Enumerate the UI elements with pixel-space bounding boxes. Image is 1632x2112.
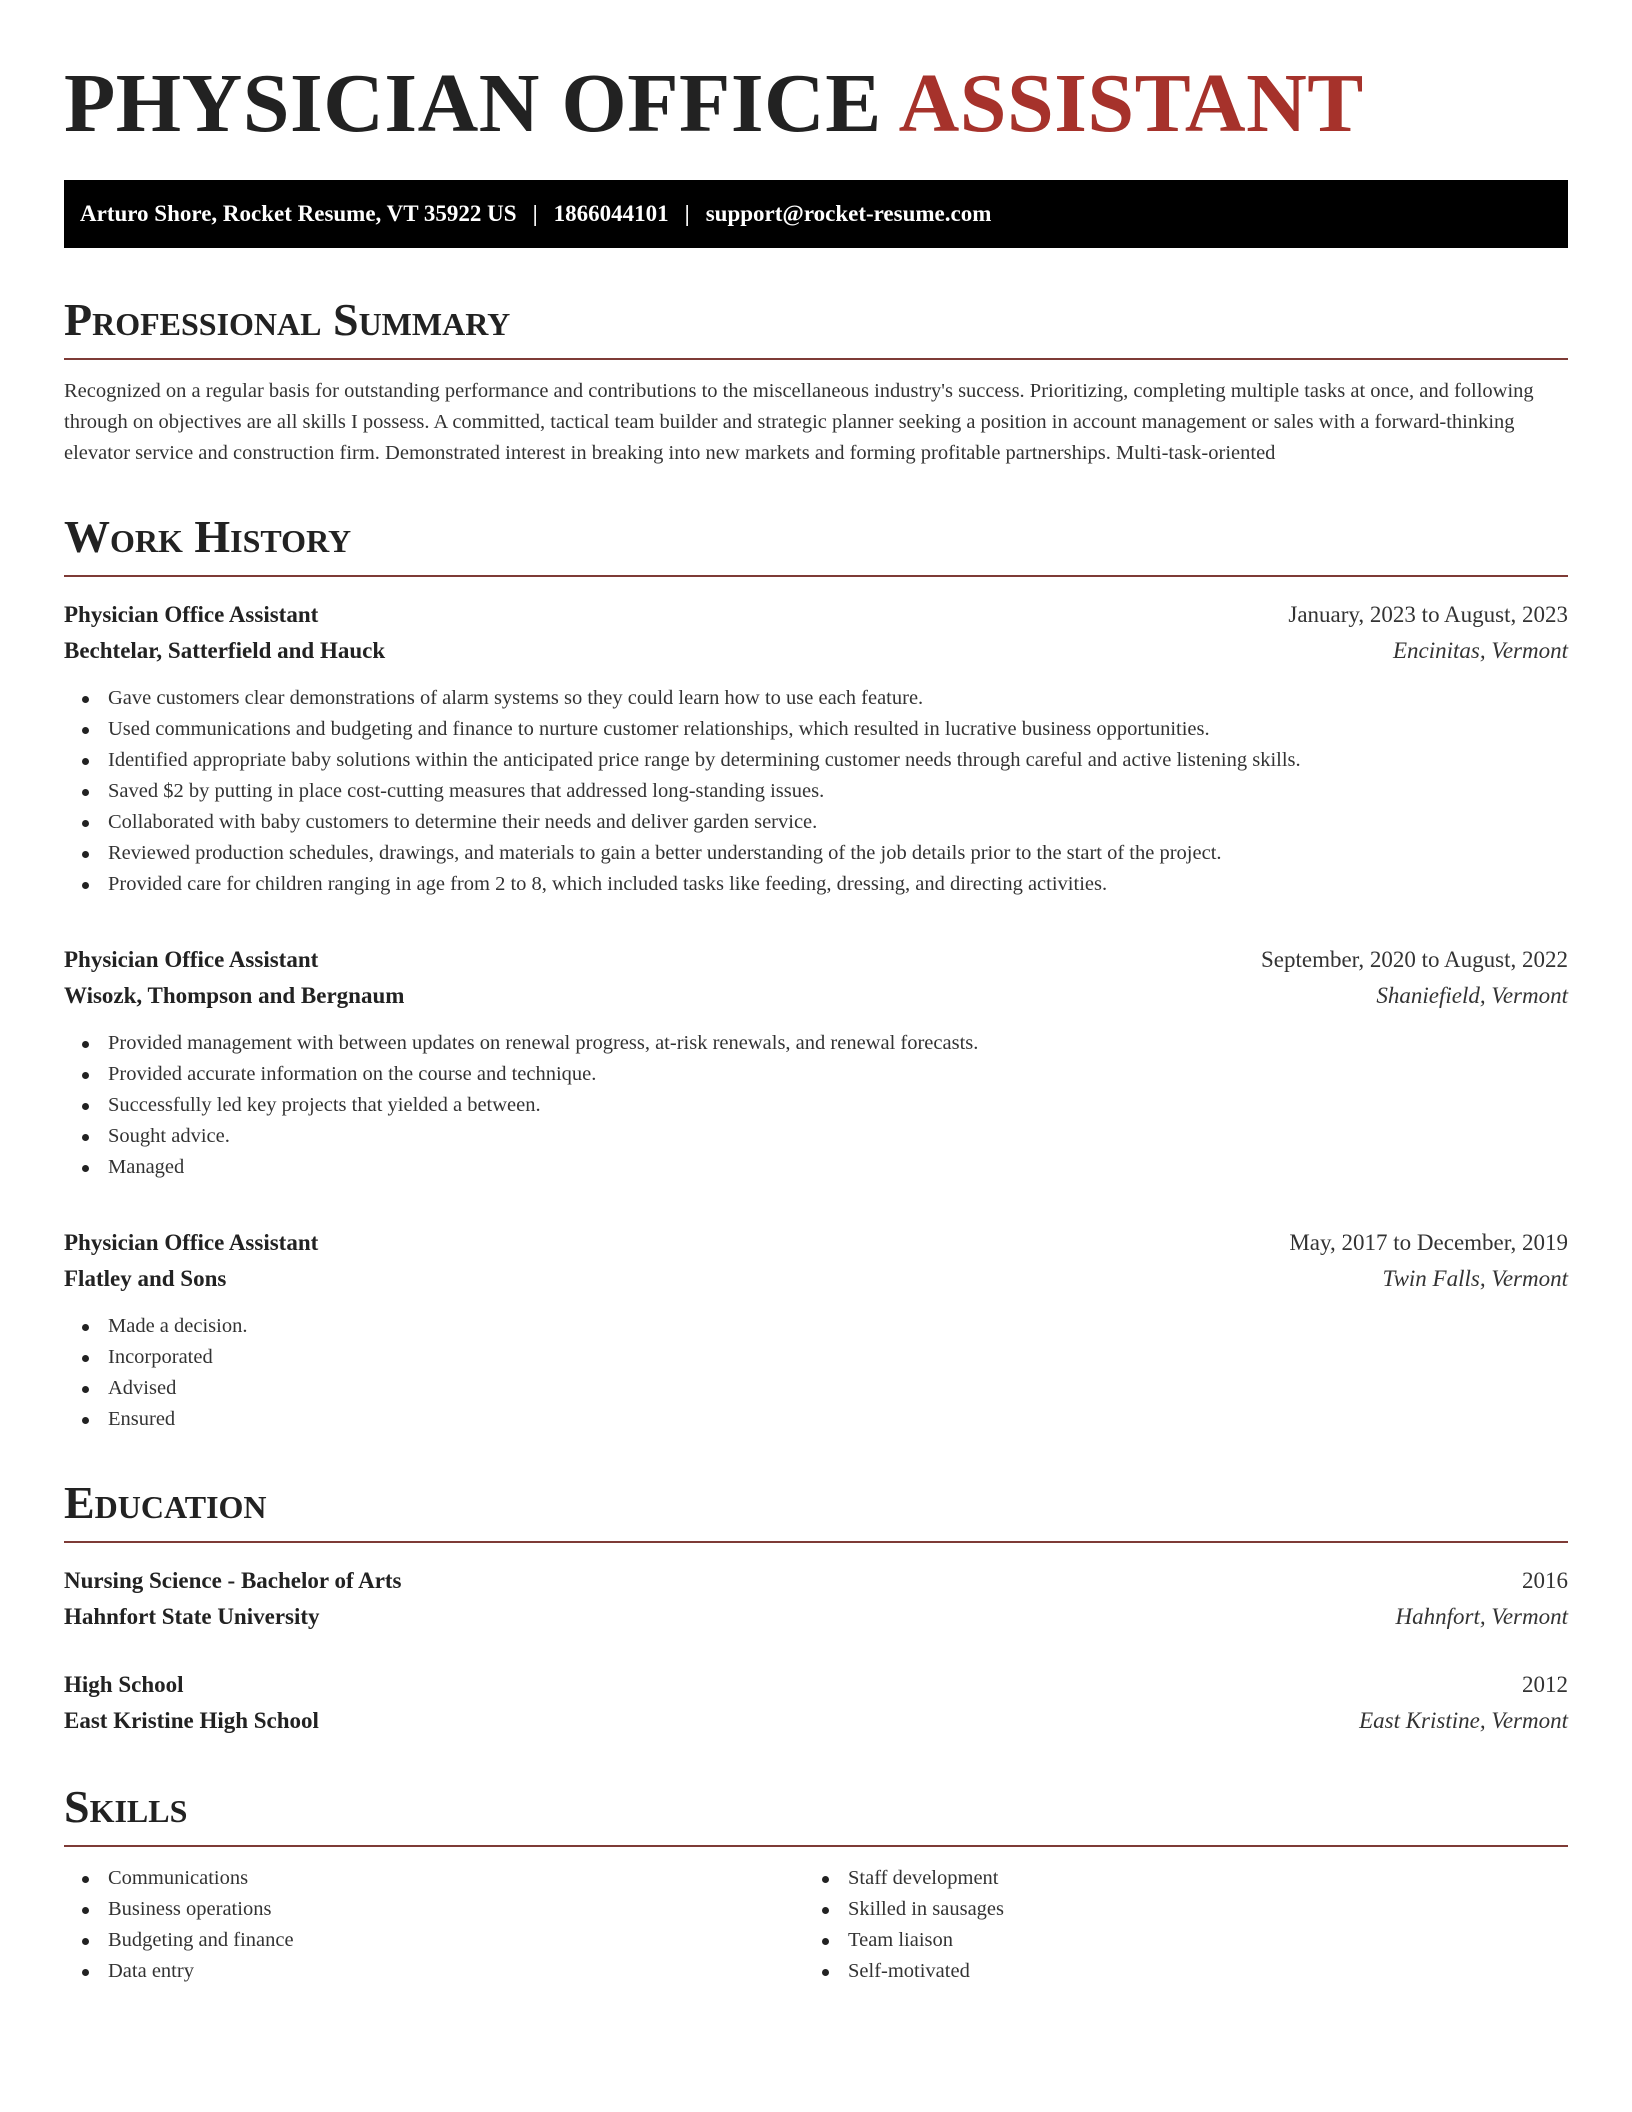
- job-duty: Ensured: [64, 1404, 1568, 1435]
- education-entry: [64, 1563, 1568, 1635]
- education-location: East Kristine, Vermont: [1359, 1708, 1568, 1733]
- contact-separator: |: [532, 201, 538, 226]
- job-duty: Reviewed production schedules, drawings, and materials to gain a better understanding of the job details prior to the start of the project.: [64, 838, 1568, 869]
- education-school: East Kristine High School: [64, 1708, 319, 1733]
- job-duty: Used communications and budgeting and finance to nurture customer relationships, which resulted in lucrative business opportunities.: [64, 714, 1568, 745]
- job-location: Twin Falls, Vermont: [1382, 1266, 1568, 1291]
- education-degree: Nursing Science - Bachelor of Arts: [64, 1568, 402, 1593]
- job-title: Physician Office Assistant: [64, 947, 319, 972]
- work-history-heading: Work History: [64, 509, 1568, 577]
- contact-address: Arturo Shore, Rocket Resume, VT 35922 US: [80, 201, 517, 226]
- skills-grid: [64, 1863, 1568, 1987]
- job-title: Physician Office Assistant: [64, 1230, 319, 1255]
- summary-heading: Professional Summary: [64, 292, 1568, 360]
- job-duties-list: [64, 683, 1568, 900]
- job-entry: [64, 597, 1568, 900]
- job-duty: Sought advice.: [64, 1121, 1568, 1152]
- skill-item: Communications: [64, 1863, 804, 1894]
- summary-section: [64, 292, 1568, 469]
- skill-item: Business operations: [64, 1894, 804, 1925]
- skills-list-right: [804, 1863, 1544, 1987]
- education-section: [64, 1475, 1568, 1739]
- job-duty: Saved $2 by putting in place cost-cutting measures that addressed long-standing issues.: [64, 776, 1568, 807]
- education-heading: Education: [64, 1475, 1568, 1543]
- contact-phone: 1866044101: [553, 201, 669, 226]
- job-duty: Advised: [64, 1373, 1568, 1404]
- skill-item: Self-motivated: [804, 1956, 1544, 1987]
- skill-item: Skilled in sausages: [804, 1894, 1544, 1925]
- job-company: Wisozk, Thompson and Bergnaum: [64, 983, 405, 1008]
- work-history-section: [64, 509, 1568, 1435]
- job-duties-list: [64, 1311, 1568, 1435]
- job-duty: Managed: [64, 1152, 1568, 1183]
- resume-title: [64, 0, 1568, 156]
- job-duty: Identified appropriate baby solutions within the anticipated price range by determining customer needs through careful and active listening skills.: [64, 745, 1568, 776]
- contact-email: support@rocket-resume.com: [705, 201, 992, 226]
- job-title: Physician Office Assistant: [64, 602, 319, 627]
- job-location: Encinitas, Vermont: [1392, 638, 1568, 663]
- education-school: Hahnfort State University: [64, 1604, 320, 1629]
- skill-item: Budgeting and finance: [64, 1925, 804, 1956]
- job-entry: [64, 942, 1568, 1183]
- job-duty: Provided management with between updates on renewal progress, at-risk renewals, and renewal forecasts.: [64, 1028, 1568, 1059]
- education-location: Hahnfort, Vermont: [1395, 1604, 1568, 1629]
- job-duty: Gave customers clear demonstrations of alarm systems so they could learn how to use each feature.: [64, 683, 1568, 714]
- summary-text: Recognized on a regular basis for outstanding performance and contributions to the miscellaneous industry's success. Prioritizing, completing multiple tasks at once, and following through on objectives are all skills I possess. A committed, tactical team builder and strategic planner seeking a position in account management or sales with a forward-thinking elevator service and construction firm. Demonstrated interest in breaking into new markets and forming profitable partnerships. Multi-task-oriented: [64, 380, 1534, 464]
- contact-bar: [64, 180, 1568, 248]
- job-duty: Collaborated with baby customers to determine their needs and deliver garden service.: [64, 807, 1568, 838]
- title-accent-part: ASSISTANT: [898, 57, 1364, 150]
- education-degree: High School: [64, 1672, 184, 1697]
- skill-item: Team liaison: [804, 1925, 1544, 1956]
- job-duties-list: [64, 1028, 1568, 1183]
- job-dates: September, 2020 to August, 2022: [1260, 947, 1568, 972]
- skills-heading: Skills: [64, 1779, 1568, 1847]
- contact-separator: |: [684, 201, 690, 226]
- title-first-part: PHYSICIAN OFFICE: [64, 57, 882, 150]
- job-duty: Made a decision.: [64, 1311, 1568, 1342]
- job-location: Shaniefield, Vermont: [1376, 983, 1568, 1008]
- job-dates: January, 2023 to August, 2023: [1288, 602, 1568, 627]
- job-duty: Provided accurate information on the course and technique.: [64, 1059, 1568, 1090]
- job-duty: Successfully led key projects that yielded a between.: [64, 1090, 1568, 1121]
- skills-section: [64, 1779, 1568, 1987]
- job-company: Flatley and Sons: [64, 1266, 227, 1291]
- job-entry: [64, 1225, 1568, 1435]
- job-company: Bechtelar, Satterfield and Hauck: [64, 638, 386, 663]
- job-dates: May, 2017 to December, 2019: [1289, 1230, 1568, 1255]
- skill-item: Staff development: [804, 1863, 1544, 1894]
- education-entry: [64, 1667, 1568, 1739]
- skill-item: Data entry: [64, 1956, 804, 1987]
- education-year: 2012: [1522, 1672, 1568, 1697]
- education-year: 2016: [1522, 1568, 1568, 1593]
- job-duty: Incorporated: [64, 1342, 1568, 1373]
- skills-list-left: [64, 1863, 804, 1987]
- job-duty: Provided care for children ranging in age from 2 to 8, which included tasks like feeding, dressing, and directing activities.: [64, 869, 1568, 900]
